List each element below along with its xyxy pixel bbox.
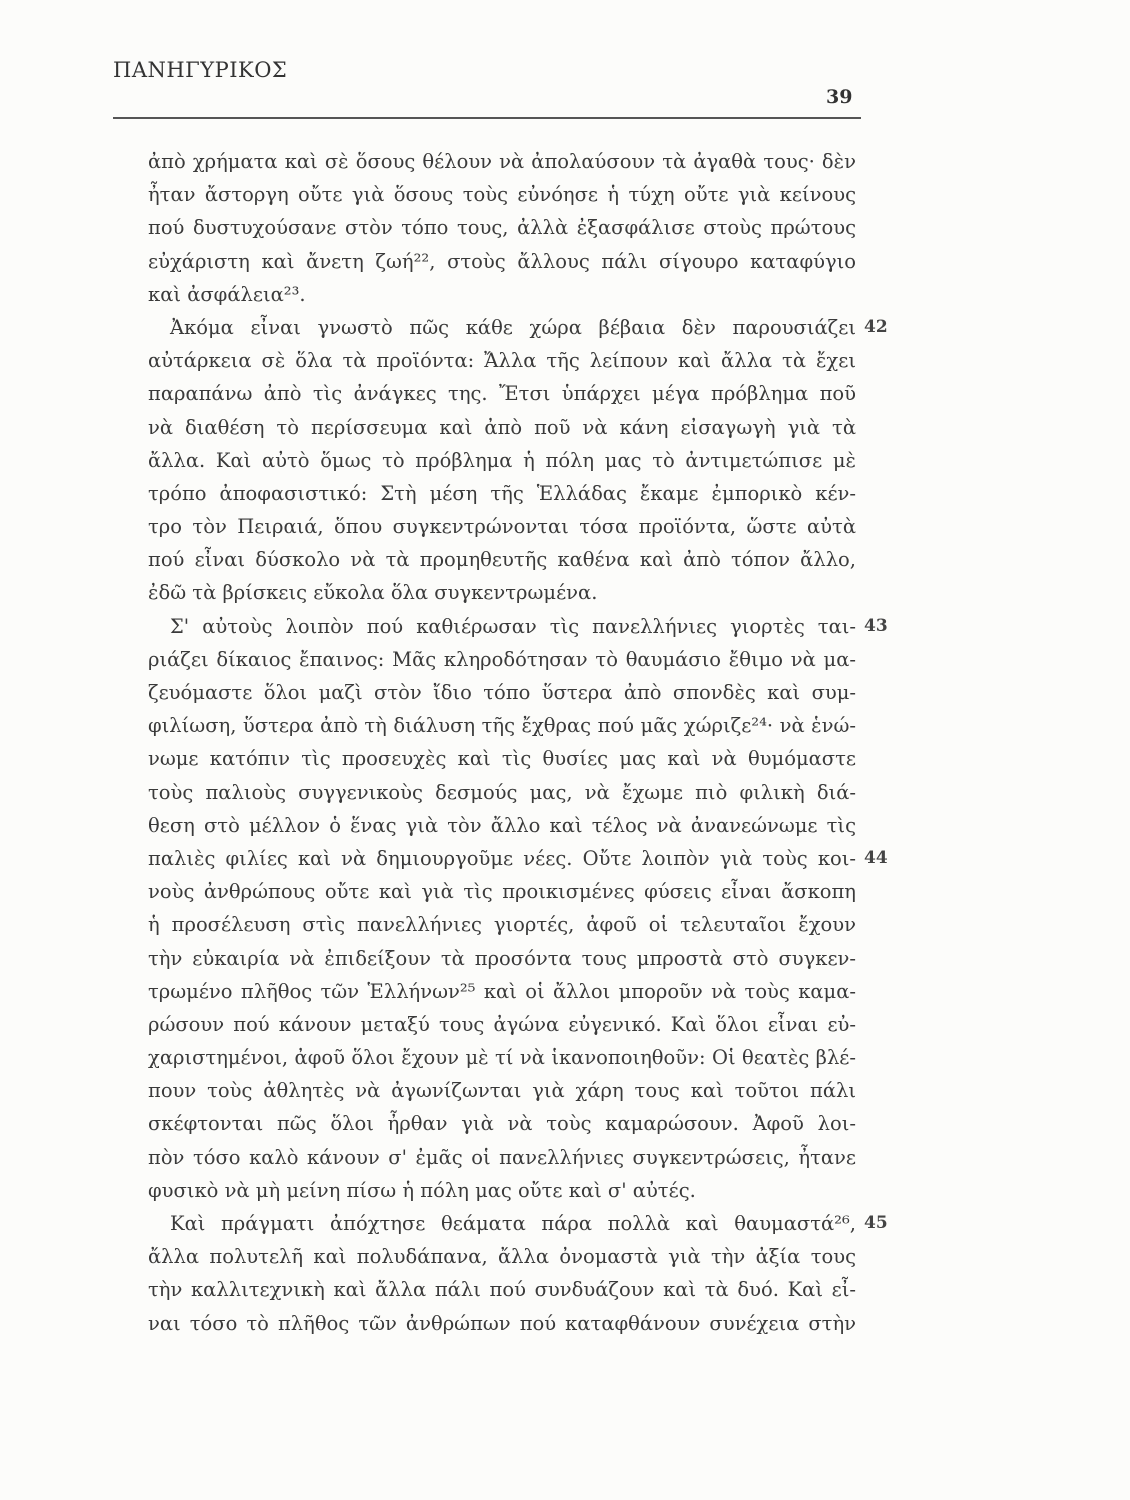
line-text: ζευόμαστε ὅλοι μαζὶ στὸν ἴδιο τόπο ὕστερα ἀπὸ σπονδὲς καὶ συμ- xyxy=(148,681,856,704)
text-line xyxy=(148,1240,856,1273)
line-text: ριάζει δίκαιος ἔπαινος: Μᾶς κληροδότησαν τὸ θαυμάσιο ἔθιμο νὰ μα- xyxy=(148,647,856,671)
text-line xyxy=(148,543,856,576)
text-line xyxy=(148,709,856,742)
line-text: ἄλλα πολυτελῆ καὶ πολυδάπανα, ἄλλα ὀνομαστὰ γιὰ τὴν ἀξία τους xyxy=(148,1245,856,1269)
text-line xyxy=(148,311,888,344)
line-text: νωμε κατόπιν τὶς προσευχὲς καὶ τὶς θυσίες μας καὶ νὰ θυμόμαστε xyxy=(148,747,856,771)
text-line xyxy=(148,1307,856,1340)
text-line xyxy=(148,344,856,377)
line-text: Σ' αὐτοὺς λοιπὸν πού καθιέρωσαν τὶς πανελλήνιες γιορτὲς ται- xyxy=(170,614,856,638)
line-text: πουν τοὺς ἀθλητὲς νὰ ἀγωνίζωνται γιὰ χάρη τους καὶ τοῦτοι πάλι xyxy=(148,1079,856,1103)
line-text: ἐδῶ τὰ βρίσκεις εὔκολα ὅλα συγκεντρωμένα. xyxy=(148,581,598,605)
margin-section-number: 44 xyxy=(864,847,888,868)
text-line xyxy=(148,776,856,809)
text-line xyxy=(148,1174,856,1207)
text-line xyxy=(148,444,856,477)
line-text: καὶ ἀσφάλεια²³. xyxy=(148,282,306,306)
text-line xyxy=(148,742,856,775)
running-title: ΠΑΝΗΓΥΡΙΚΟΣ xyxy=(113,58,288,82)
line-text: θεση στὸ μέλλον ὁ ἕνας γιὰ τὸν ἄλλο καὶ τέλος νὰ ἀνανεώνωμε τὶς xyxy=(148,813,856,837)
line-text: ἦταν ἄστοργη οὔτε γιὰ ὅσους τοὺς εὐνόησε ἡ τύχη οὔτε γιὰ κείνους xyxy=(148,183,856,207)
text-line xyxy=(148,211,856,244)
line-text: Καὶ πράγματι ἀπόχτησε θεάματα πάρα πολλὰ καὶ θαυμαστά²⁶, xyxy=(170,1212,856,1235)
text-line xyxy=(148,1107,856,1140)
text-line xyxy=(148,1008,856,1041)
line-text: ἀπὸ χρήματα καὶ σὲ ὅσους θέλουν νὰ ἀπολαύσουν τὰ ἀγαθὰ τους· δὲν xyxy=(148,150,856,173)
text-line xyxy=(148,1041,856,1074)
text-line xyxy=(148,975,856,1008)
text-line xyxy=(148,942,856,975)
line-text: ναι τόσο τὸ πλῆθος τῶν ἀνθρώπων πού καταφθάνουν συνέχεια στὴν xyxy=(148,1311,856,1335)
line-text: τρο τὸν Πειραιά, ὅπου συγκεντρώνονται τόσα προϊόντα, ὥστε αὐτὰ xyxy=(148,515,856,539)
text-line xyxy=(148,676,856,709)
text-line xyxy=(148,477,856,510)
text-line xyxy=(148,1141,856,1174)
text-line xyxy=(148,510,856,543)
margin-section-number: 45 xyxy=(864,1213,888,1233)
line-text: τοὺς παλιοὺς συγγενικοὺς δεσμούς μας, νὰ ἔχωμε πιὸ φιλικὴ διά- xyxy=(148,780,856,804)
margin-section-number: 43 xyxy=(864,615,888,636)
line-text: παλιὲς φιλίες καὶ νὰ δημιουργοῦμε νέες. Οὔτε λοιπὸν γιὰ τοὺς κοι- xyxy=(148,846,856,870)
body-text xyxy=(148,145,888,1340)
text-line xyxy=(148,842,888,875)
text-line xyxy=(148,908,856,941)
line-text: φιλίωση, ὕστερα ἀπὸ τὴ διάλυση τῆς ἔχθρας πού μᾶς χώριζε²⁴· νὰ ἑνώ- xyxy=(148,714,856,738)
line-text: εὐχάριστη καὶ ἄνετη ζωή²², στοὺς ἄλλους πάλι σίγουρο καταφύγιο xyxy=(148,249,856,273)
text-line xyxy=(148,1074,856,1107)
line-text: ἡ προσέλευση στὶς πανελλήνιες γιορτές, ἀφοῦ οἱ τελευταῖοι ἔχουν xyxy=(148,913,856,937)
line-text: αὐτάρκεια σὲ ὅλα τὰ προϊόντα: Ἄλλα τῆς λείπουν καὶ ἄλλα τὰ ἔχει xyxy=(148,349,856,373)
line-text: σκέφτονται πῶς ὅλοι ἦρθαν γιὰ νὰ τοὺς καμαρώσουν. Ἀφοῦ λοι- xyxy=(148,1112,856,1136)
text-line xyxy=(148,1273,856,1306)
line-text: τὴν εὐκαιρία νὰ ἐπιδείξουν τὰ προσόντα τους μπροστὰ στὸ συγκεν- xyxy=(148,946,856,970)
text-line xyxy=(148,809,856,842)
line-text: πὸν τόσο καλὸ κάνουν σ' ἐμᾶς οἱ πανελλήνιες συγκεντρώσεις, ἦτανε xyxy=(148,1145,856,1169)
line-text: ἄλλα. Καὶ αὐτὸ ὅμως τὸ πρόβλημα ἡ πόλη μας τὸ ἀντιμετώπισε μὲ xyxy=(148,448,856,472)
text-line xyxy=(148,145,856,178)
line-text: παραπάνω ἀπὸ τὶς ἀνάγκες της. Ἔτσι ὑπάρχει μέγα πρόβλημα ποῦ xyxy=(148,382,856,406)
text-line xyxy=(148,1207,888,1240)
line-text: τρωμένο πλῆθος τῶν Ἑλλήνων²⁵ καὶ οἱ ἄλλοι μποροῦν νὰ τοὺς καμα- xyxy=(148,979,856,1003)
text-line xyxy=(148,178,856,211)
text-line xyxy=(148,411,856,444)
line-text: νοὺς ἀνθρώπους οὔτε καὶ γιὰ τὶς προικισμένες φύσεις εἶναι ἄσκοπη xyxy=(148,880,856,904)
line-text: πού δυστυχούσανε στὸν τόπο τους, ἀλλὰ ἐξασφάλισε στοὺς πρώτους xyxy=(148,216,856,240)
line-text: τρόπο ἀποφασιστικό: Στὴ μέση τῆς Ἑλλάδας ἔκαμε ἐμπορικὸ κέν- xyxy=(148,481,856,505)
line-text: νὰ διαθέση τὸ περίσσευμα καὶ ἀπὸ ποῦ νὰ κάνη εἰσαγωγὴ γιὰ τὰ xyxy=(148,415,856,439)
page-number: 39 xyxy=(826,86,853,108)
text-line xyxy=(148,875,856,908)
line-text: φυσικὸ νὰ μὴ μείνη πίσω ἡ πόλη μας οὔτε καὶ σ' αὐτές. xyxy=(148,1178,696,1202)
margin-section-number: 42 xyxy=(864,316,888,337)
text-line xyxy=(148,377,856,410)
text-line xyxy=(148,643,856,676)
line-text: χαριστημένοι, ἀφοῦ ὅλοι ἔχουν μὲ τί νὰ ἱκανοποιηθοῦν: Οἱ θεατὲς βλέ- xyxy=(148,1046,856,1070)
line-text: πού εἶναι δύσκολο νὰ τὰ προμηθευτῆς καθένα καὶ ἀπὸ τόπον ἄλλο, xyxy=(148,548,856,572)
header-rule xyxy=(113,117,861,119)
line-text: τὴν καλλιτεχνικὴ καὶ ἄλλα πάλι πού συνδυάζουν καὶ τὰ δυό. Καὶ εἶ- xyxy=(148,1278,856,1302)
text-line xyxy=(148,278,856,311)
text-line xyxy=(148,245,856,278)
text-line xyxy=(148,610,888,643)
line-text: ρώσουν πού κάνουν μεταξύ τους ἀγώνα εὐγενικό. Καὶ ὅλοι εἶναι εὐ- xyxy=(148,1012,856,1036)
line-text: Ἀκόμα εἶναι γνωστὸ πῶς κάθε χώρα βέβαια δὲν παρουσιάζει xyxy=(170,315,856,339)
text-line xyxy=(148,576,856,609)
